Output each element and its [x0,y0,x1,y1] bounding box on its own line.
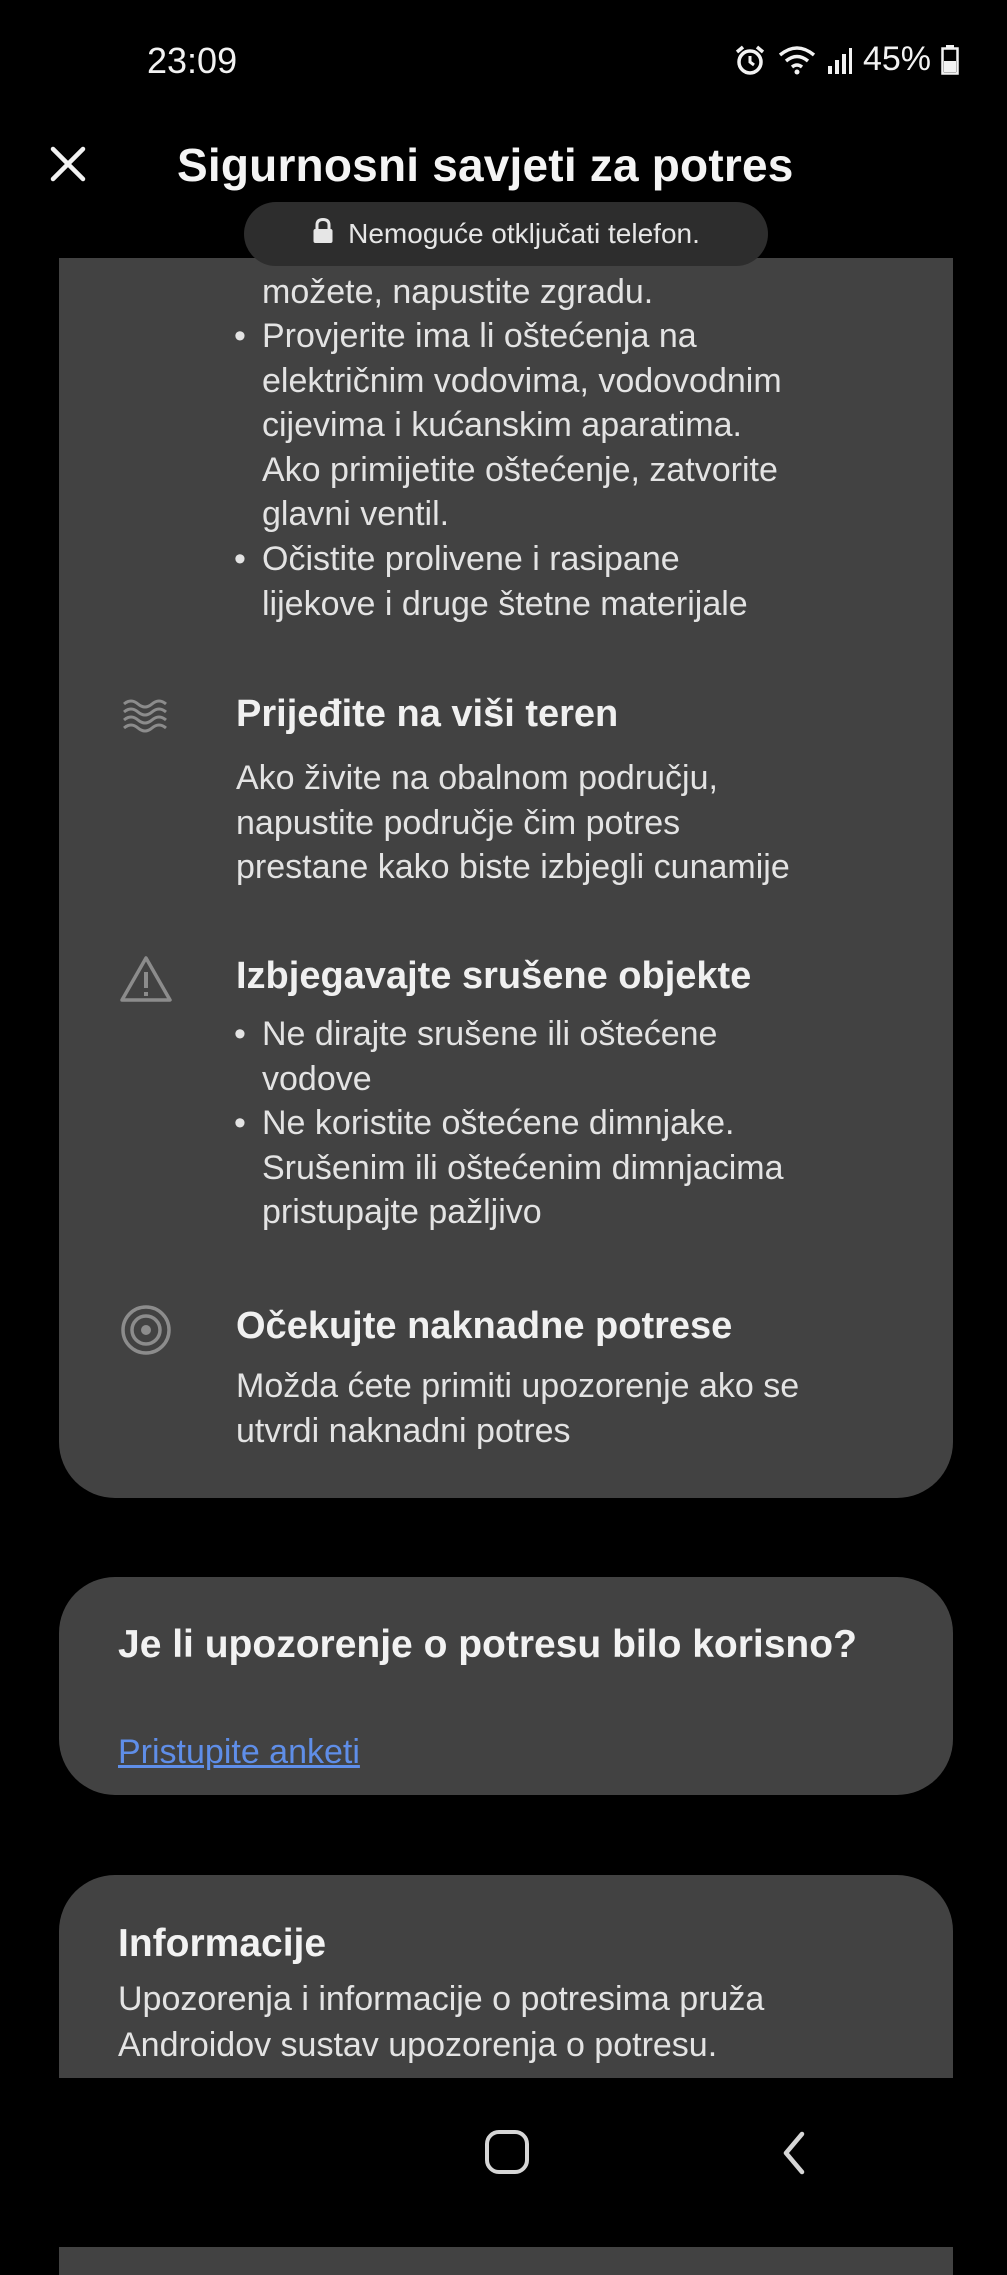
aftershock-icon [118,1302,174,1358]
wifi-icon [777,45,817,75]
bullet-icon: • [234,1015,246,1053]
bullet-icon: • [234,317,246,355]
alarm-icon [733,44,767,76]
page-title: Sigurnosni savjeti za potres [177,139,794,191]
signal-icon [827,46,853,74]
warning-icon [118,952,174,1008]
bullet-text: Provjerite ima li oštećenja na električnim vodovima, vodovodnim cijevima i kućanskim aparatima. Ako primijetite oštećenje, zatvorite glavni ventil. [262,317,782,533]
list-item [234,537,922,626]
bullet-text: Očistite prolivene i rasipane lijekove i druge štetne materijale [262,540,748,623]
battery-icon [941,45,959,75]
bullet-icon: • [234,540,246,578]
waves-icon [118,690,174,746]
home-icon[interactable] [485,2130,529,2174]
info-title: Informacije [118,1922,327,1965]
bullet-icon: • [234,1104,246,1142]
info-text: Upozorenja i informacije o potresima pruža Androidov sustav upozorenja o potresu. [118,1980,765,2064]
lock-toast [244,202,768,266]
bullet-text: Ne koristite oštećene dimnjake. Srušenim ili oštećenim dimnjacima pristupajte pažljivo [262,1104,784,1231]
list-item [234,1101,922,1235]
section-text: Možda ćete primiti upozorenje ako se utvrdi naknadni potres [236,1367,800,1450]
back-icon[interactable] [776,2128,810,2178]
status-time: 23:09 [147,40,238,81]
list-item [234,1012,922,1101]
bullet-text: Ne dirajte srušene ili oštećene vodove [262,1015,718,1098]
survey-question: Je li upozorenje o potresu bilo korisno? [118,1623,857,1666]
list-item [234,314,922,537]
section-title: Prijeđite na viši teren [236,693,619,735]
section-title: Izbjegavajte srušene objekte [236,955,752,997]
lock-toast-text: Nemoguće otključati telefon. [348,218,700,249]
lock-icon [312,218,334,251]
section-text: Ako živite na obalnom području, napustite područje čim potres prestane kako biste izbjegli cunamije [236,759,790,886]
status-icons [733,40,959,79]
section-title: Očekujte naknadne potrese [236,1305,733,1347]
close-icon[interactable] [46,142,90,186]
tip-fragment: možete, napustite zgradu. [262,273,654,311]
survey-link[interactable]: Pristupite anketi [118,1733,360,1771]
battery-level: 45% [862,40,931,78]
